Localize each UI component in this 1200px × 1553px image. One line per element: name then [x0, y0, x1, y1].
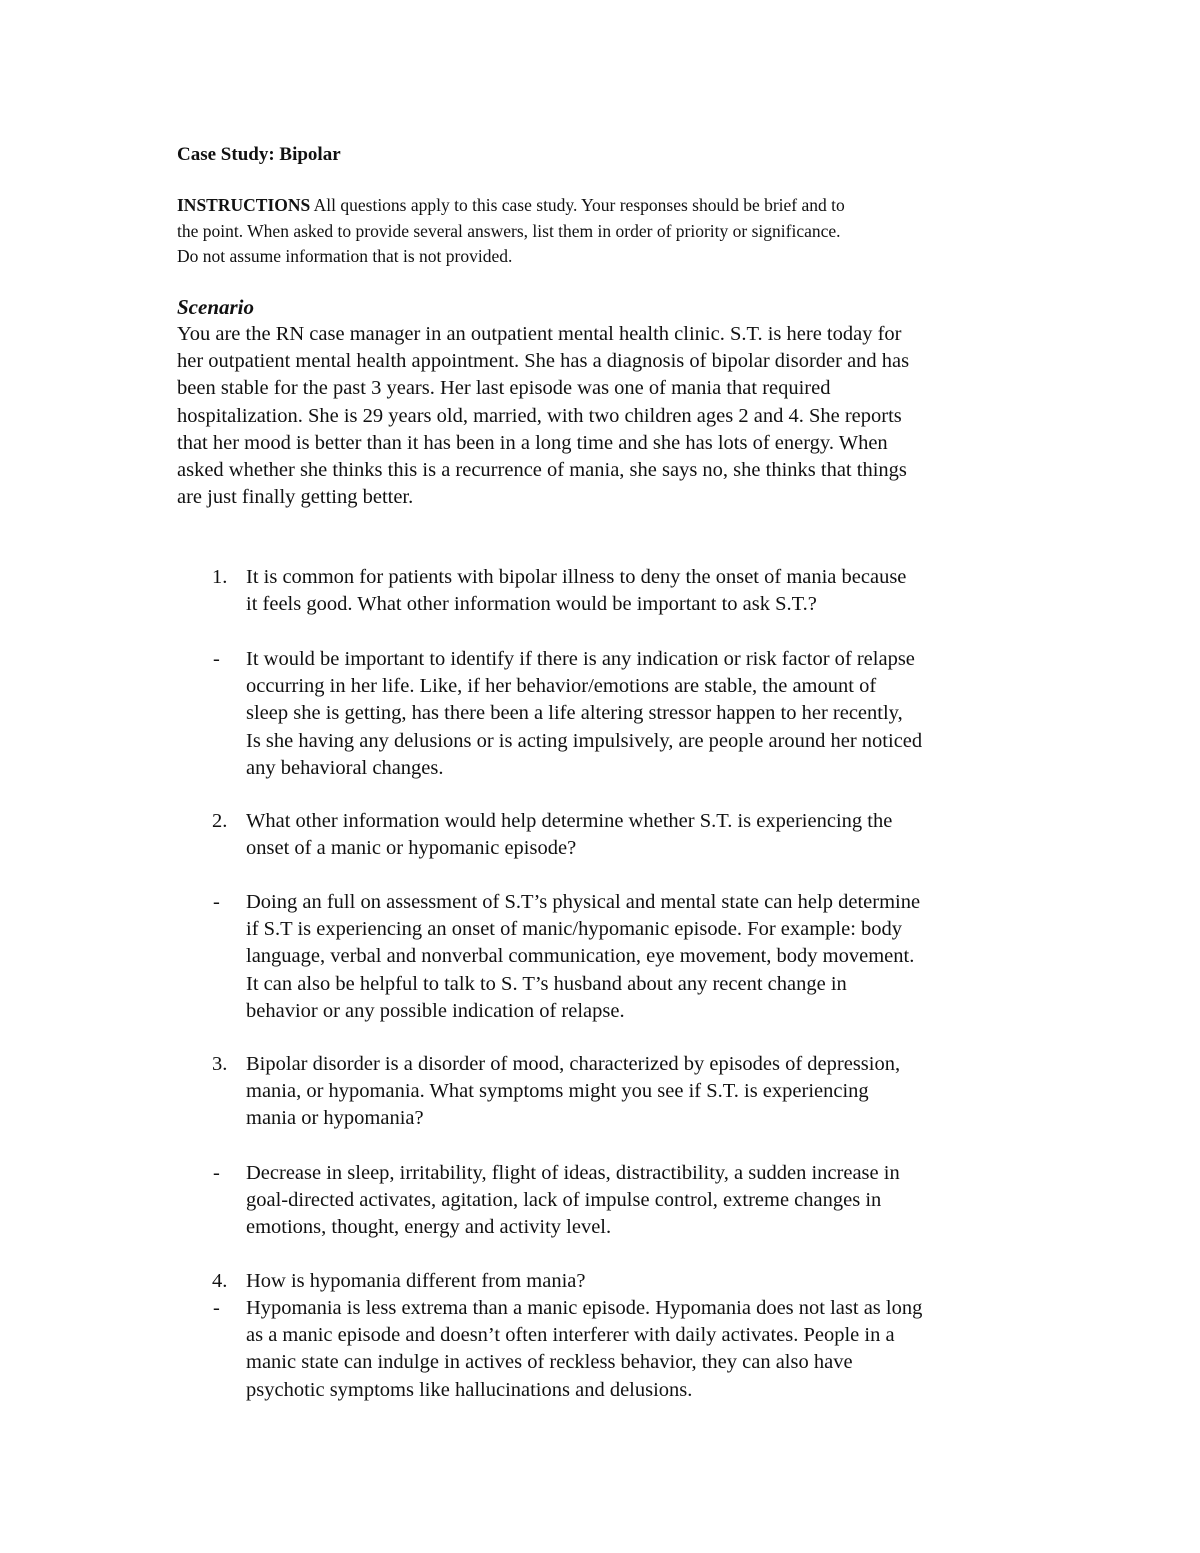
answer-line: Decrease in sleep, irritability, flight of ideas, distractibility, a sudden increase in [246, 1162, 900, 1184]
answer-line: occurring in her life. Like, if her behavior/emotions are stable, the amount of [246, 675, 877, 698]
instructions-line: the point. When asked to provide several answers, list them in order of priority or significance. [177, 220, 841, 241]
answer-line: psychotic symptoms like hallucinations and delusions. [246, 1378, 693, 1401]
answer-text [246, 646, 1046, 782]
question-text [246, 564, 1046, 618]
scenario-line: that her mood is better than it has been in a long time and she has lots of energy. When [177, 431, 888, 454]
instructions-paragraph [177, 193, 1037, 270]
instructions-label: INSTRUCTIONS [177, 195, 311, 215]
scenario-line: are just finally getting better. [177, 486, 414, 509]
question-text [246, 1268, 1046, 1295]
question-text [246, 808, 1046, 862]
question-text [246, 1051, 1046, 1133]
question-number: 4. [212, 1270, 228, 1292]
question-line: Bipolar disorder is a disorder of mood, characterized by episodes of depression, [246, 1053, 901, 1075]
scenario-line: been stable for the past 3 years. Her last episode was one of mania that required [177, 377, 831, 400]
question-number: 1. [212, 566, 228, 588]
answer-line: goal-directed activates, agitation, lack of impulse control, extreme changes in [246, 1189, 882, 1212]
question-line: it feels good. What other information would be important to ask S.T.? [246, 593, 817, 616]
answer-line: language, verbal and nonverbal communication, eye movement, body movement. [246, 945, 915, 968]
answer-line: if S.T is experiencing an onset of manic/hypomanic episode. For example: body [246, 918, 903, 941]
answer-line: emotions, thought, energy and activity level. [246, 1216, 612, 1239]
answer-dash: - [213, 891, 220, 913]
scenario-line: asked whether she thinks this is a recurrence of mania, she says no, she thinks that things [177, 459, 907, 482]
answer-text [246, 1160, 1046, 1242]
scenario-paragraph [177, 321, 1037, 511]
answer-line: Doing an full on assessment of S.T’s physical and mental state can help determine [246, 891, 921, 913]
answer-text [246, 889, 1046, 1025]
answer-line: Is she having any delusions or is acting impulsively, are people around her noticed [246, 729, 923, 752]
answer-dash: - [213, 1162, 220, 1184]
answer-dash: - [213, 648, 220, 670]
question-line: It is common for patients with bipolar illness to deny the onset of mania because [246, 566, 907, 588]
scenario-line: You are the RN case manager in an outpatient mental health clinic. S.T. is here today for [177, 323, 902, 345]
scenario-heading: Scenario [177, 295, 255, 319]
answer-line: as a manic episode and doesn’t often interferer with daily activates. People in a [246, 1324, 895, 1347]
answer-line: sleep she is getting, has there been a life altering stressor happen to her recently, [246, 702, 903, 725]
question-line: mania, or hypomania. What symptoms might you see if S.T. is experiencing [246, 1080, 869, 1103]
scenario-line: her outpatient mental health appointment. She has a diagnosis of bipolar disorder and has [177, 350, 910, 373]
instructions-text: All questions apply to this case study. Your responses should be brief and to [310, 195, 845, 215]
answer-line: It can also be helpful to talk to S. T’s husband about any recent change in [246, 972, 847, 995]
answer-line: any behavioral changes. [246, 756, 444, 779]
question-line: How is hypomania different from mania? [246, 1270, 586, 1292]
document-title: Case Study: Bipolar [177, 144, 341, 165]
question-line: What other information would help determine whether S.T. is experiencing the [246, 810, 893, 832]
answer-text [246, 1295, 1046, 1404]
answer-line: behavior or any possible indication of relapse. [246, 999, 625, 1022]
question-line: mania or hypomania? [246, 1107, 424, 1130]
answer-dash: - [213, 1297, 220, 1319]
question-number: 2. [212, 810, 228, 832]
answer-line: Hypomania is less extrema than a manic episode. Hypomania does not last as long [246, 1297, 923, 1319]
question-line: onset of a manic or hypomanic episode? [246, 837, 577, 860]
answer-line: manic state can indulge in actives of reckless behavior, they can also have [246, 1351, 853, 1374]
instructions-line [177, 193, 1037, 219]
answer-line: It would be important to identify if there is any indication or risk factor of relapse [246, 648, 915, 670]
question-number: 3. [212, 1053, 228, 1075]
scenario-line: hospitalization. She is 29 years old, married, with two children ages 2 and 4. She reports [177, 404, 902, 427]
instructions-line: Do not assume information that is not provided. [177, 246, 513, 266]
